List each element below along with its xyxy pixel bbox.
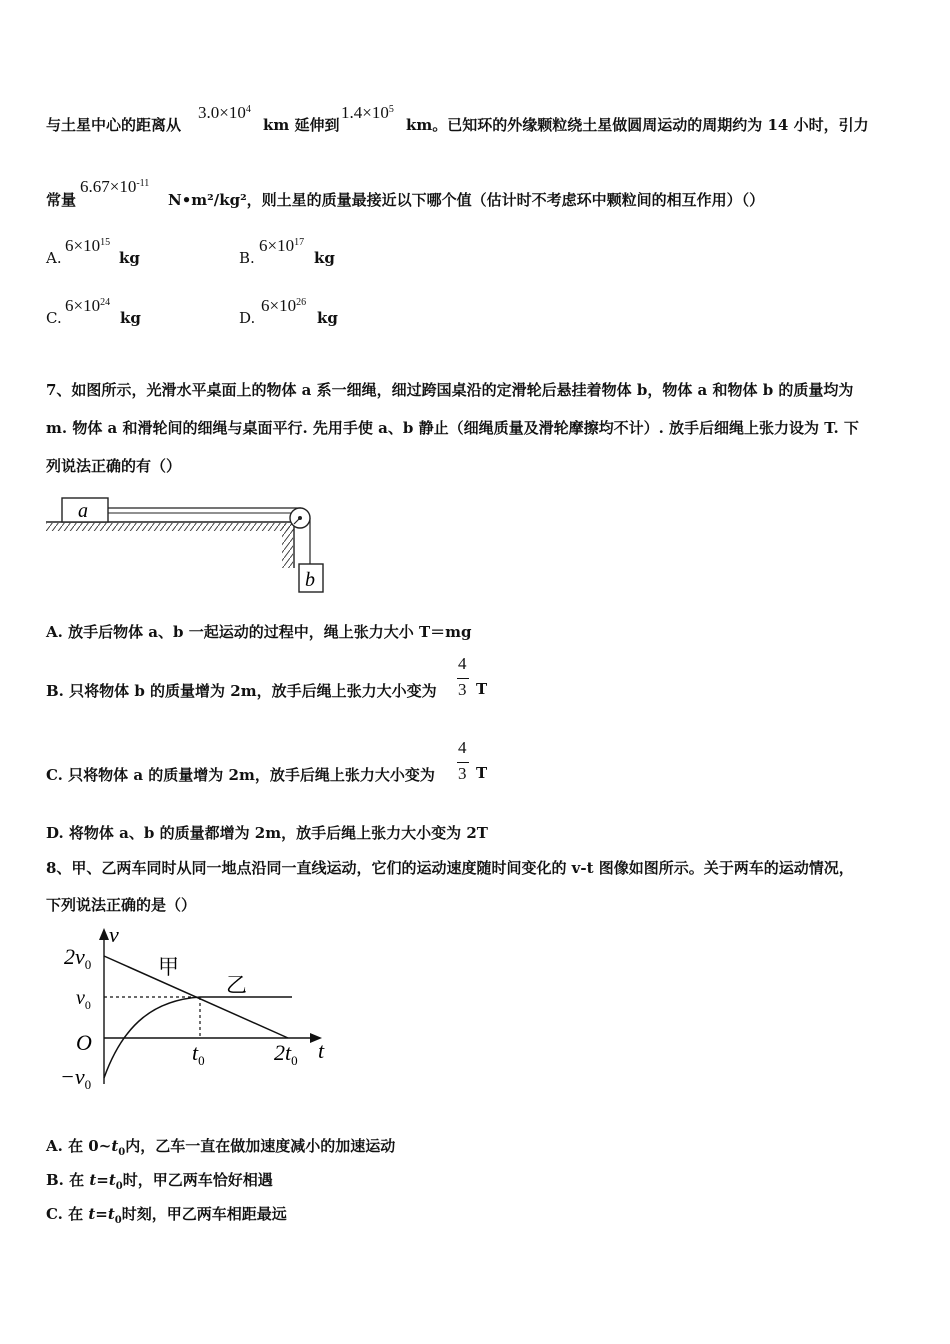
q6-line2-text1: 常量 bbox=[46, 191, 77, 209]
q7-option-a[interactable]: A. 放手后物体 a、b 一起运动的过程中，绳上张力大小 T＝mg bbox=[46, 623, 472, 641]
q8-option-a[interactable]: A. 在 $0\sim t_0$内，乙车一直在做加速度减小的加速运动 bbox=[46, 1137, 396, 1158]
tick-2v0: $2v_0$ bbox=[64, 944, 92, 972]
q6-line2-text2: N•m²/kg²，则土星的质量最接近以下哪个值（估计时不考虑环中颗粒间的相互作用）（） bbox=[168, 191, 765, 209]
q7-option-c[interactable]: C. 只将物体 a 的质量增为 2m，放手后绳上张力大小变为 4 3 T bbox=[46, 738, 488, 784]
tick-v0: $v_0$ bbox=[76, 987, 91, 1012]
origin-label: O bbox=[76, 1030, 92, 1055]
q6-line1 bbox=[46, 114, 181, 135]
x-axis-label: t bbox=[318, 1038, 325, 1063]
vt-graph-figure bbox=[46, 922, 346, 1094]
q8-stem-line1: 8、甲、乙两车同时从同一地点沿同一直线运动，它们的运动速度随时间变化的 v-t 图像如图所示。关于两车的运动情况， bbox=[46, 859, 854, 877]
tick-t0: $t_0$ bbox=[192, 1040, 205, 1068]
q6-line1-text1: 与土星中心的距离从 bbox=[46, 116, 182, 134]
q7-option-d[interactable]: D. 将物体 a、b 的质量都增为 2m，放手后绳上张力大小变为 2T bbox=[46, 824, 488, 842]
q7-option-b-fraction: 4 3 bbox=[456, 654, 470, 702]
q7-stem-line1: 7、如图所示，光滑水平桌面上的物体 a 系一细绳，细过跨国桌沿的定滑轮后悬挂着物体 b，物体 a 和物体 b 的质量均为 bbox=[46, 381, 854, 399]
block-a-label: a bbox=[78, 500, 88, 522]
tick-neg-v0: $-v_0$ bbox=[60, 1064, 92, 1092]
y-axis-label: v bbox=[109, 922, 119, 947]
q6-line1-math2: $1.4\times 10^5$ bbox=[341, 103, 394, 122]
block-b-label: b bbox=[305, 569, 315, 591]
q6-line1-math1: $3.0\times 10^4$ bbox=[198, 103, 251, 122]
y-axis-arrow bbox=[99, 928, 109, 940]
pulley-figure bbox=[44, 494, 334, 596]
q8-option-b[interactable]: B. 在 $t=t_0$时，甲乙两车恰好相遇 bbox=[46, 1171, 273, 1192]
q7-stem-line2: m. 物体 a 和滑轮间的细绳与桌面平行. 先用手使 a、b 静止（细绳质量及滑轮摩擦均不计）. 放手后细绳上张力设为 T. 下 bbox=[46, 419, 859, 437]
vt-graph bbox=[46, 922, 346, 1094]
q7-option-c-fraction: 4 3 bbox=[456, 738, 470, 786]
q6-line1-text2: km 延伸到 bbox=[263, 116, 340, 134]
pulley-diagram bbox=[44, 494, 334, 596]
label-jia: 甲 bbox=[158, 955, 179, 979]
label-yi: 乙 bbox=[226, 973, 247, 997]
q8-option-c[interactable]: C. 在 $t=t_0$时刻，甲乙两车相距最远 bbox=[46, 1205, 287, 1226]
q7-option-b[interactable]: B. 只将物体 b 的质量增为 2m，放手后绳上张力大小变为 4 3 T bbox=[46, 654, 488, 700]
table-edge-hatching bbox=[282, 524, 293, 568]
q6-line2-math1: $6.67\times 10^{-11}$ bbox=[80, 177, 150, 196]
q7-stem-line3: 列说法正确的有（） bbox=[46, 457, 182, 475]
tick-2t0: $2t_0$ bbox=[274, 1040, 298, 1068]
q8-stem-line2: 下列说法正确的是（） bbox=[46, 896, 197, 914]
table-hatching bbox=[46, 523, 294, 531]
q6-line1-text3: km。已知环的外缘颗粒绕土星做圆周运动的周期约为 14 小时，引力 bbox=[406, 116, 869, 134]
